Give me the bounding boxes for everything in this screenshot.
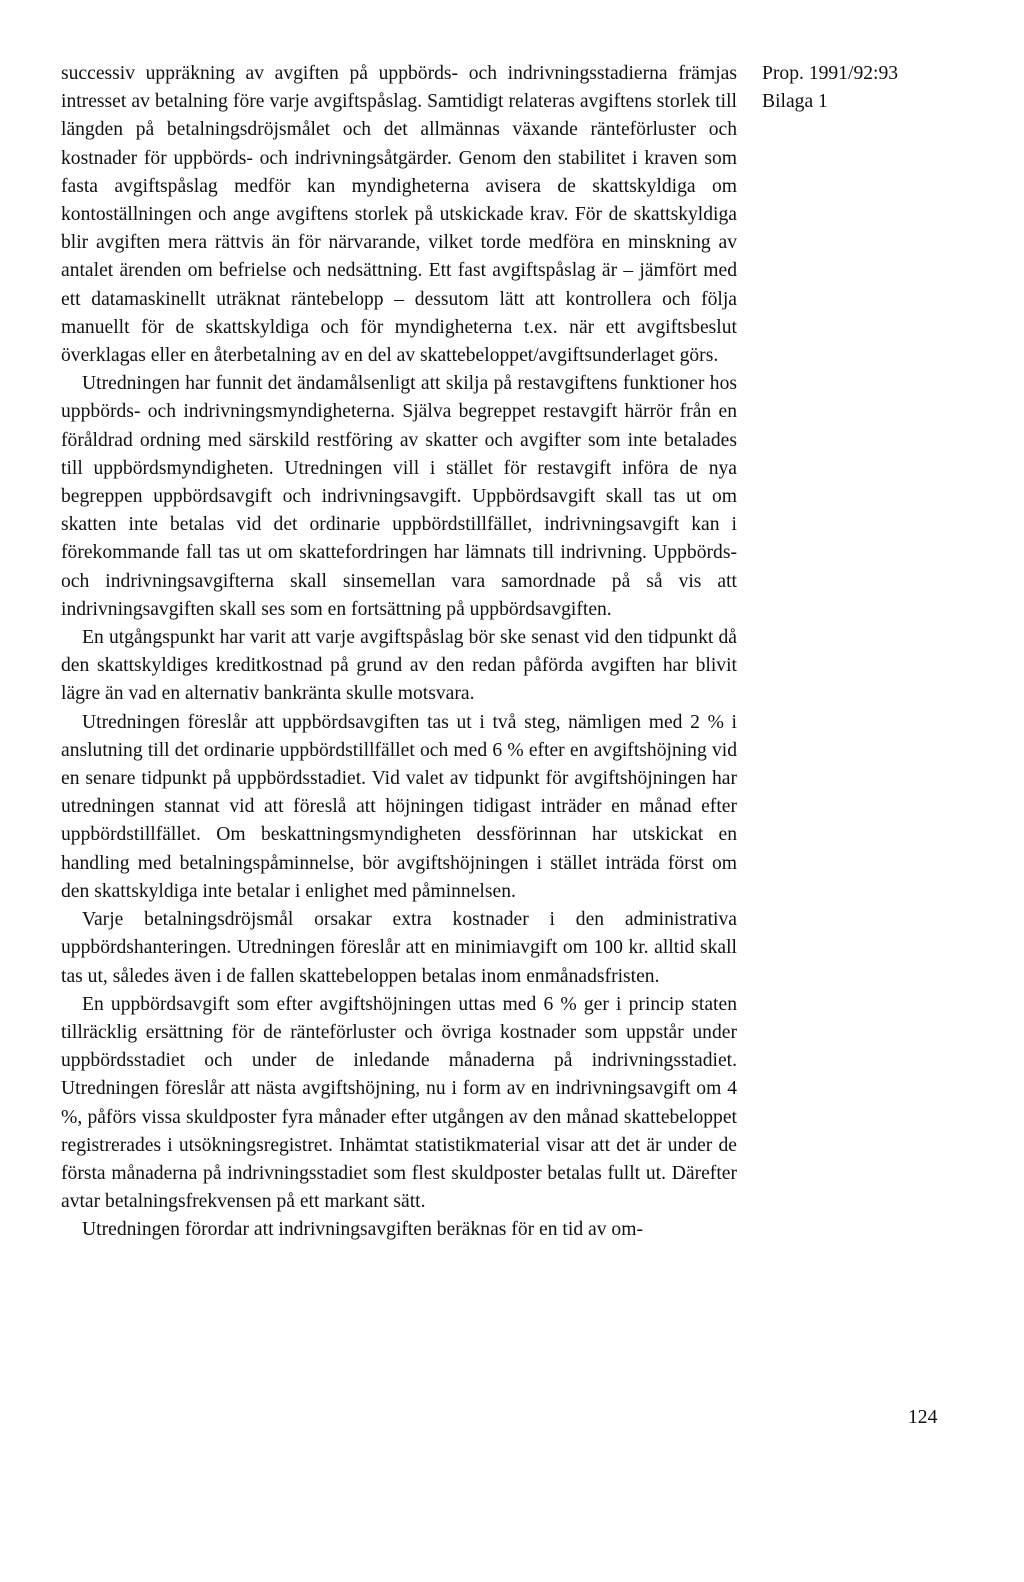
- paragraph: successiv uppräkning av avgiften på uppbörds- och indrivningsstadierna främjas intresset av betalning före varje avgiftspåslag. Samtidigt relateras avgiftens storlek till längden på betalningsdröjsmålet och det allmännas växande ränteförluster och kostnader för uppbörds- och indrivningsåtgärder. Genom den stabilitet i kraven som fasta avgiftspåslag medför kan myndigheterna avisera de skattskyldiga om kontoställningen och ange avgiftens storlek på utskickade krav. För de skattskyldiga blir avgiften mera rättvis än för närvarande, vilket torde medföra en minskning av antalet ärenden om befrielse och nedsättning. Ett fast avgiftspåslag är – jämfört med ett datamaskinellt uträknat räntebelopp – dessutom lätt att kontrollera och följa manuellt för de skattskyldiga och för myndigheterna t.ex. när ett avgiftsbeslut överklagas eller en återbetalning av en del av skattebeloppet/avgiftsunderlaget görs.: [61, 63, 737, 367]
- paragraph: Utredningen föreslår att uppbördsavgiften tas ut i två steg, nämligen med 2 % i anslutning till det ordinarie uppbördstillfället och med 6 % efter en avgiftshöjning vid en senare tidpunkt på uppbördsstadiet. Vid valet av tidpunkt för avgiftshöjningen har utredningen stannat vid att föreslå att höjningen tidigast inträder en månad efter uppbördstillfället. Om beskattningsmyndigheten dessförinnan har utskickat en handling med betalningspåminnelse, bör avgiftshöjningen i stället inträda först om den skattskyldiga inte betalar i enlighet med påminnelsen.: [61, 711, 737, 902]
- margin-header: [762, 60, 898, 116]
- page-number: 124: [908, 1407, 938, 1428]
- paragraph: Utredningen förordar att indrivningsavgiften beräknas för en tid av om-: [82, 1219, 643, 1241]
- paragraph: En uppbördsavgift som efter avgiftshöjningen uttas med 6 % ger i princip staten tillräcklig ersättning för de ränteförluster och övriga kostnader som uppstår under uppbördsstadiet och under de inledande månaderna på indrivningsstadiet. Utredningen föreslår att nästa avgiftshöjning, nu i form av en indrivningsavgift om 4 %, påförs vissa skuldposter fyra månader efter utgången av den månad skattebeloppet registrerades i utsökningsregistret. Inhämtat statistikmaterial visar att det är under de första månaderna på indrivningsstadiet som flest skuldposter betalas fullt ut. Därefter avtar betalningsfrekvensen på ett markant sätt.: [61, 993, 737, 1213]
- body-text: [61, 60, 737, 1245]
- paragraph: Utredningen har funnit det ändamålsenligt att skilja på restavgiftens funktioner hos uppbörds- och indrivningsmyndigheterna. Själva begreppet restavgift härrör från en föråldrad ordning med särskild restföring av skatter och avgifter som inte betalades till uppbördsmyndigheten. Utredningen vill i stället för restavgift införa de nya begreppen uppbördsavgift och indrivningsavgift. Uppbördsavgift skall tas ut om skatten inte betalas vid det ordinarie uppbördstillfället, indrivningsavgift kan i förekommande fall tas ut om skattefordringen har lämnats till indrivning. Uppbörds- och indrivningsavgifterna skall sinsemellan vara samordnade på så vis att indrivningsavgiften skall ses som en fortsättning på uppbördsavgiften.: [61, 373, 737, 620]
- proposition-reference: Prop. 1991/92:93: [762, 63, 899, 84]
- appendix-label: Bilaga 1: [762, 91, 828, 113]
- paragraph: Varje betalningsdröjsmål orsakar extra kostnader i den administrativa uppbördshanteringen. Utredningen föreslår att en minimiavgift om 100 kr. alltid skall tas ut, således även i de fallen skattebeloppen betalas inom enmånadsfristen.: [61, 909, 737, 987]
- paragraph: En utgångspunkt har varit att varje avgiftspåslag bör ske senast vid den tidpunkt då den skattskyldiges kreditkostnad på grund av den redan påförda avgiften har blivit lägre än vad en alternativ bankränta skulle motsvara.: [61, 627, 737, 705]
